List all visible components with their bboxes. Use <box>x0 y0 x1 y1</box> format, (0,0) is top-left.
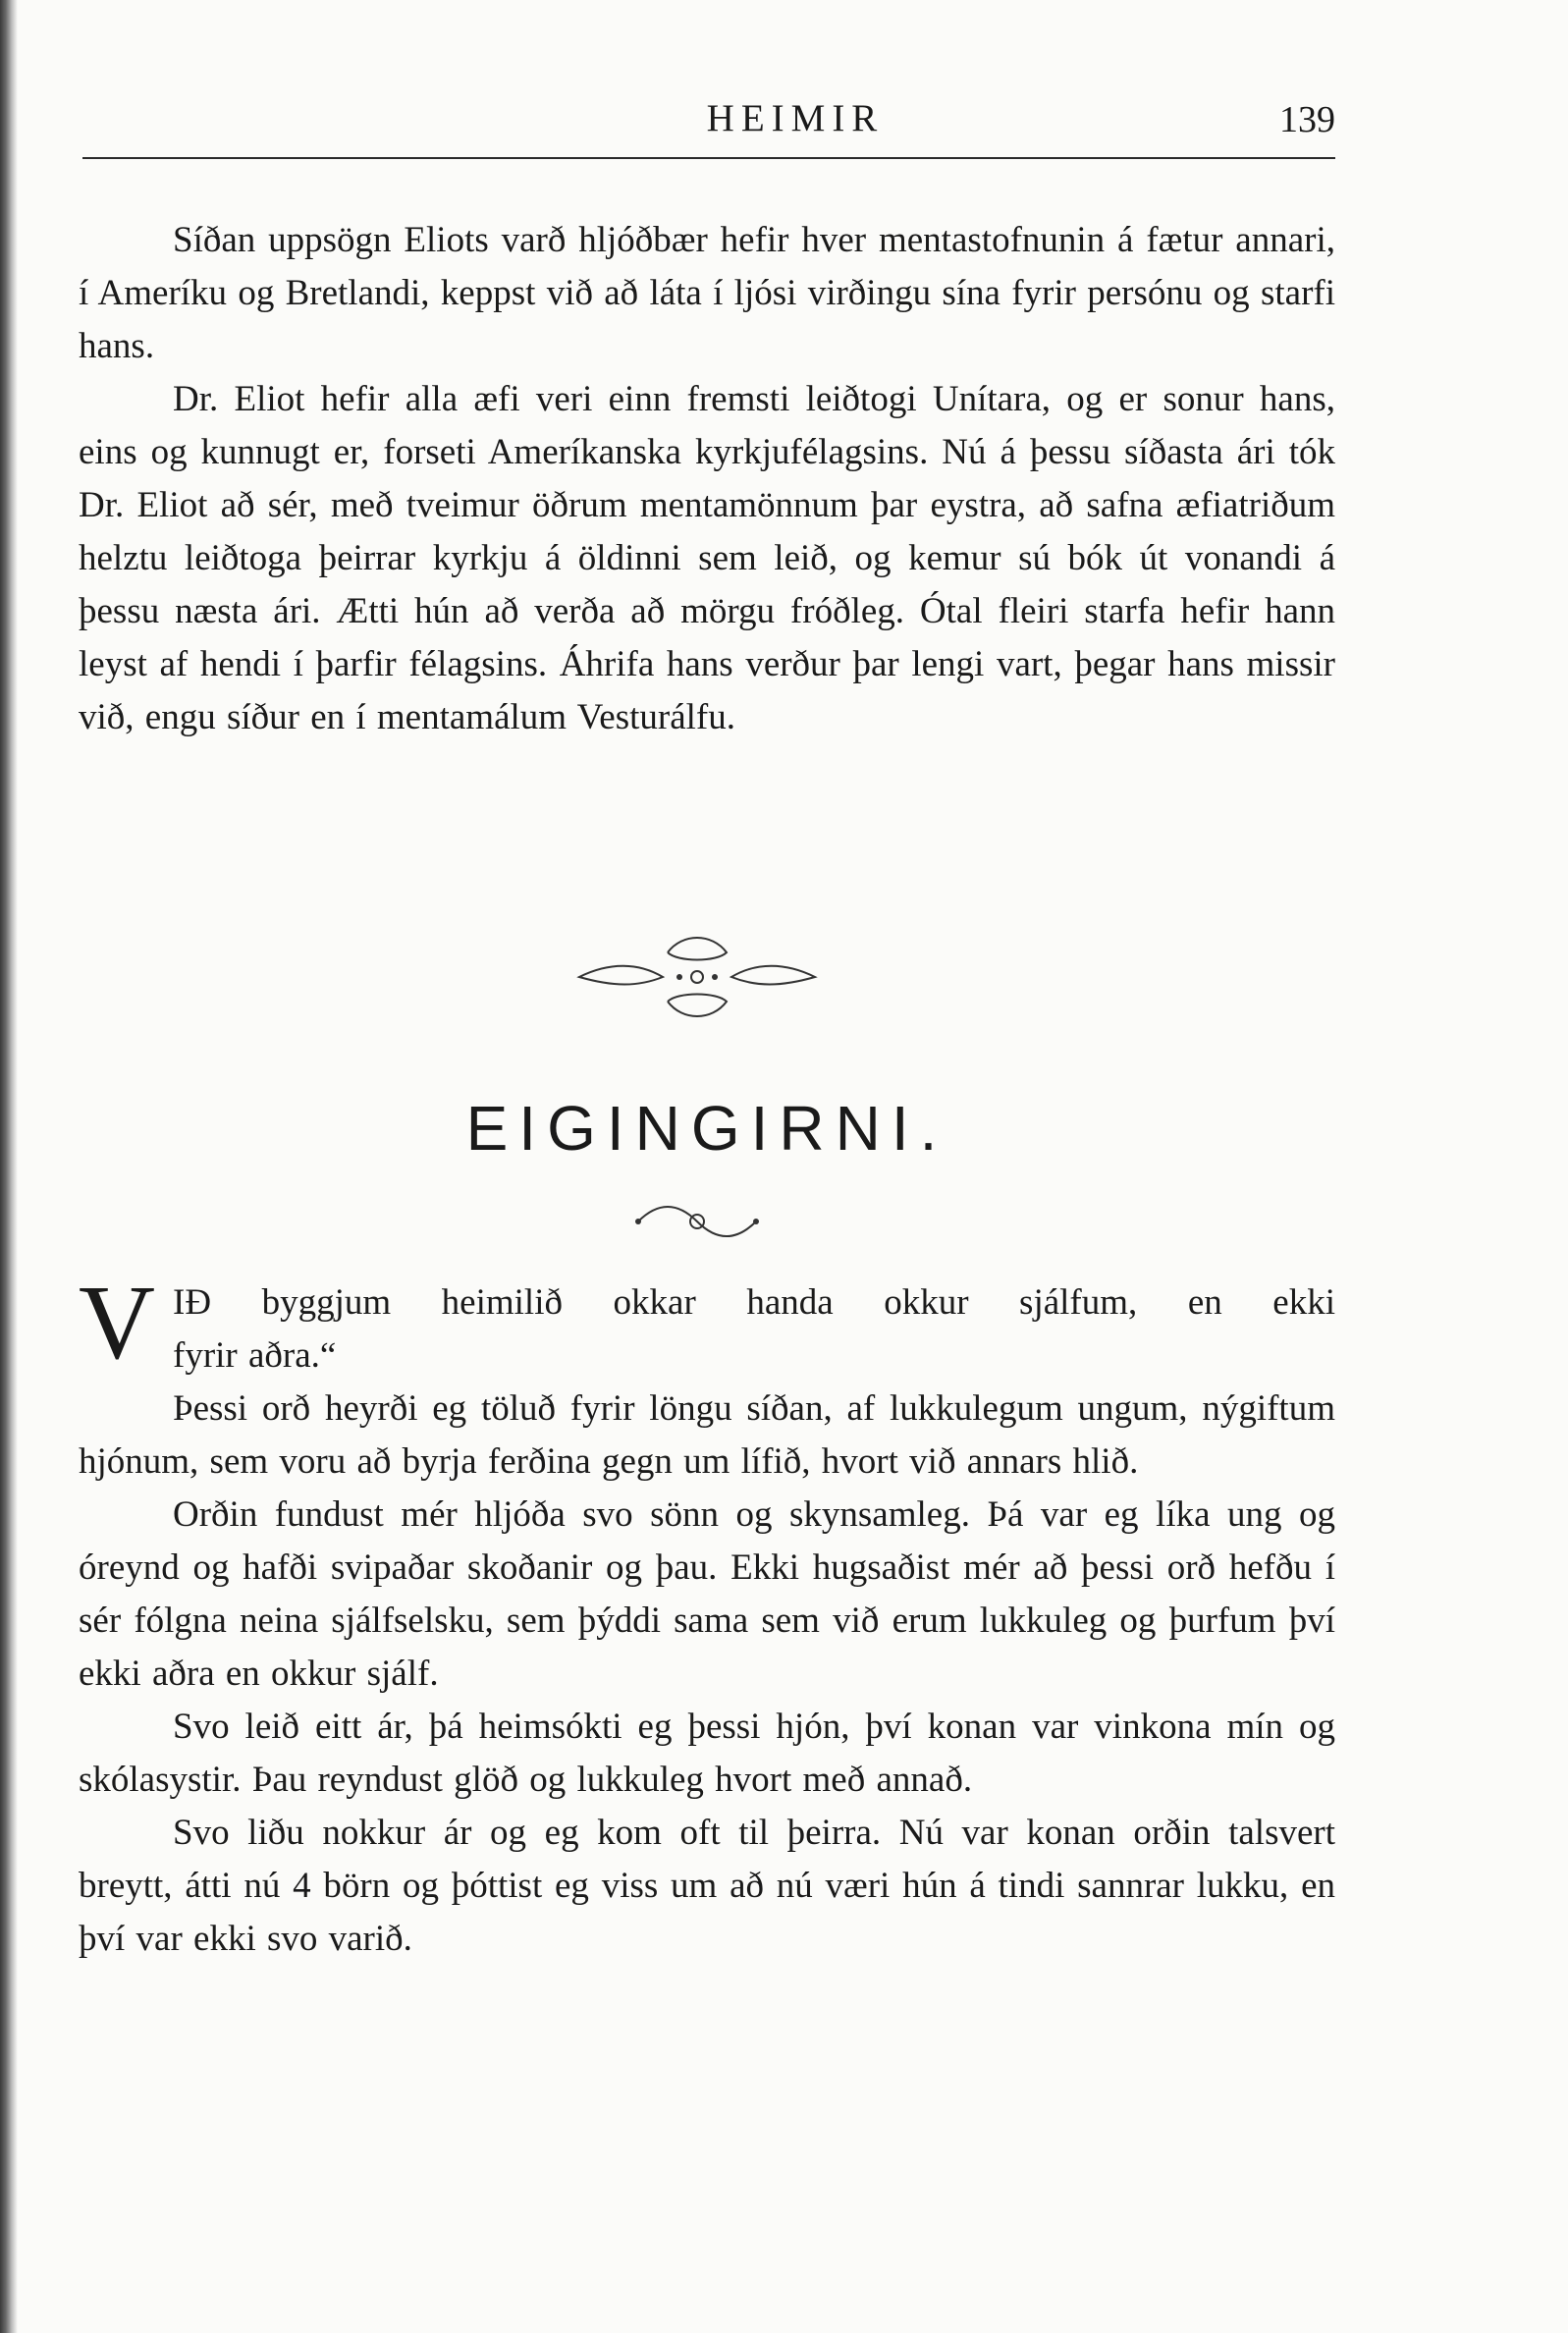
header-rule <box>82 157 1335 159</box>
small-flourish-icon <box>619 1192 776 1251</box>
opening-line: IÐ byggjum heimilið okkar handa okkur sjálfum, en ekki <box>173 1282 1335 1323</box>
paragraph: Þessi orð heyrði eg töluð fyrir löngu síðan, af lukkulegum ungum, nýgiftum hjónum, sem voru að byrja ferðina gegn um lífið, hvort við annars hlið. <box>79 1388 1335 1482</box>
article-title: EIGINGIRNI. <box>465 1093 948 1164</box>
paragraph: Svo liðu nokkur ár og eg kom oft til þeirra. Nú var konan orðin talsvert breytt, átti nú 4 börn og þóttist eg viss um að nú væri hún á tindi sannrar lukku, en því var ekki svo varið. <box>79 1813 1335 1959</box>
page-number: 139 <box>1279 99 1335 140</box>
paragraph: Dr. Eliot hefir alla æfi veri einn fremsti leiðtogi Unítara, og er sonur hans, eins og kunnugt er, forseti Ameríkanska kyrkjufélagsins. Nú á þessu síðasta ári tók Dr. Eliot að sér, með tveimur öðrum mentamönnum þar eystra, að safna æfiatriðum helztu leiðtoga þeirrar kyrkju á öldinni sem leið, og kemur sú bók út vonandi á þessu næsta ári. Ætti hún að verða að mörgu fróðleg. Ótal fleiri starfa hefir hann leyst af hendi í þarfir félagsins. Áhrifa hans verður þar lengi vart, þegar hans missir við, engu síður en í mentamálum Vesturálfu. <box>79 379 1335 737</box>
continued-article <box>79 214 1335 744</box>
opening-lines <box>173 1276 1335 1383</box>
paragraph: Síðan uppsögn Eliots varð hljóðbær hefir hver mentastofnunin á fætur annari, í Ameríku og Bretlandi, keppst við að láta í ljósi virðingu sína fyrir persónu og starfi hans. <box>79 220 1335 366</box>
scroll-ornament-icon <box>569 923 825 1031</box>
running-title: HEIMIR <box>706 97 885 139</box>
opening-paragraph <box>79 1265 1335 1383</box>
drop-cap: V <box>79 1265 155 1382</box>
new-article <box>79 1265 1335 1966</box>
page-binding-edge <box>0 0 18 2333</box>
running-head <box>79 96 1335 145</box>
opening-line: fyrir aðra.“ <box>173 1335 337 1376</box>
paragraph: Orðin fundust mér hljóða svo sönn og skynsamleg. Þá var eg líka ung og óreynd og hafði svipaðar skoðanir og þau. Ekki hugsaðist mér að þessi orð hefðu í sér fólgna neina sjálfselsku, sem þýddi sama sem við erum lukkuleg og þurfum því ekki aðra en okkur sjálf. <box>79 1494 1335 1694</box>
paragraph: Svo leið eitt ár, þá heimsókti eg þessi hjón, því konan var vinkona mín og skólasystir. Þau reyndust glöð og lukkuleg hvort með annað. <box>79 1707 1335 1800</box>
